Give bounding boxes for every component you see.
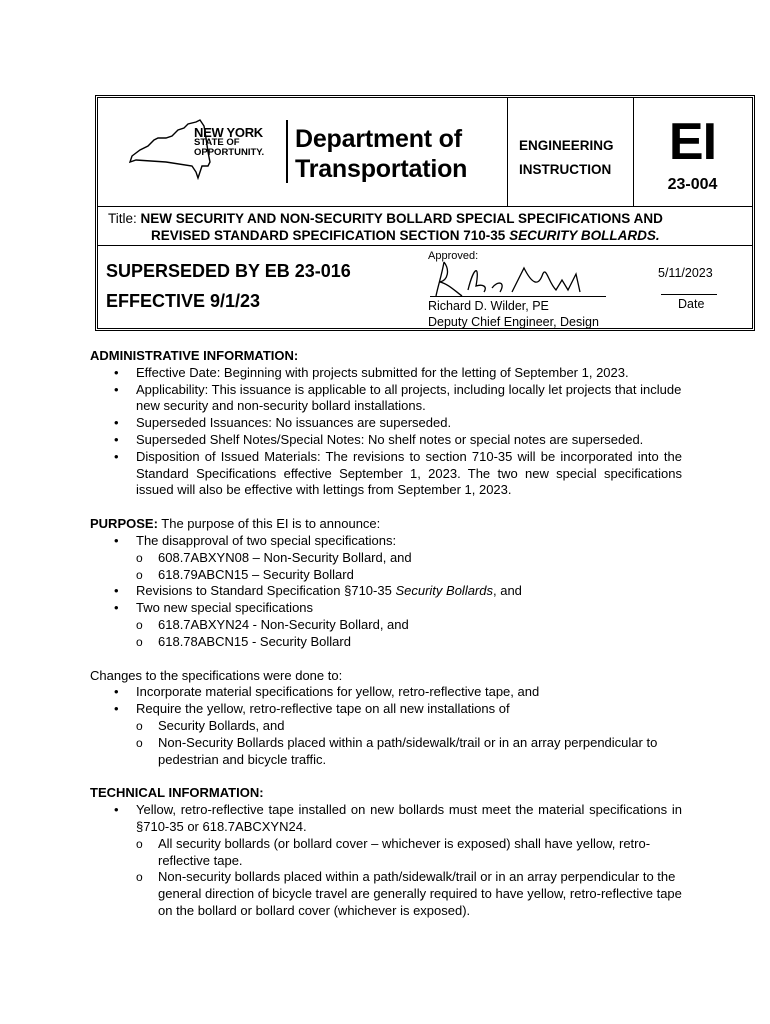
department-line-1: Department of	[295, 125, 462, 153]
date-line	[661, 294, 717, 295]
purpose-intro: The purpose of this EI is to announce:	[161, 516, 381, 532]
purpose-list	[90, 533, 682, 651]
title-line-1: NEW SECURITY AND NON-SECURITY BOLLARD SPECIAL SPECIFICATIONS AND	[140, 211, 663, 226]
signature-line	[430, 296, 606, 297]
document-body	[90, 348, 682, 920]
admin-heading: ADMINISTRATIVE INFORMATION:	[90, 348, 299, 363]
changes-intro: Changes to the specifications were done to:	[90, 667, 343, 683]
sub-list-item: o 618.79ABCN15 – Security Bollard	[90, 567, 682, 584]
superseded-notice	[106, 256, 351, 316]
sub-list-item: o Non-Security Bollards placed within a path/sidewalk/trail or in an array perpendicular to pedestrian and bicycle traffic.	[90, 735, 682, 769]
signer-title: Deputy Chief Engineer, Design	[428, 315, 599, 329]
superseded-line-2: EFFECTIVE 9/1/23	[106, 291, 261, 311]
sub-list-item: o Security Bollards, and	[90, 718, 682, 735]
purpose-item2-italic: Security Bollards	[395, 583, 493, 599]
logo-divider	[286, 120, 288, 183]
engineering-label: ENGINEERING	[519, 138, 614, 153]
date-label: Date	[678, 297, 705, 311]
purpose-intro-line	[90, 516, 682, 533]
department-line-2: Transportation	[295, 155, 468, 183]
purpose-heading: PURPOSE:	[90, 516, 158, 532]
purpose-item2-text: Revisions to Standard Specification §710-35	[136, 583, 392, 599]
instruction-label: INSTRUCTION	[519, 162, 612, 177]
signer-block	[428, 298, 599, 330]
list-item: • Disposition of Issued Materials: The revisions to section 710-35 will be incorporated into the Standard Specifications effective September 1, 2023. The two new special specifications issued will also be effective with lettings from September 1, 2023.	[90, 449, 682, 499]
admin-list	[90, 365, 682, 499]
sub-list-item: o Non-security bollards placed within a path/sidewalk/trail or in an array perpendicular to the general direction of bicycle travel are generally required to have yellow, retro-reflective tape on the bollard or bollard cover (whichever is exposed).	[90, 869, 682, 919]
changes-list	[90, 684, 682, 768]
list-item: • Applicability: This issuance is applicable to all projects, including locally let projects that include new security and non-security bollard installations.	[90, 382, 682, 416]
document-title	[108, 210, 663, 244]
sub-list-item: o 608.7ABXYN08 – Non-Security Bollard, and	[90, 550, 682, 567]
ei-number: 23-004	[667, 176, 718, 193]
nys-wordmark	[194, 125, 265, 158]
list-item: • Superseded Issuances: No issuances are superseded.	[90, 415, 682, 432]
technical-heading: TECHNICAL INFORMATION:	[90, 785, 264, 801]
logo-cell	[98, 98, 508, 206]
list-item	[90, 583, 682, 600]
technical-list	[90, 802, 682, 920]
approved-label: Approved:	[428, 250, 479, 262]
approval-date: 5/11/2023	[658, 266, 713, 280]
instruction-type-cell	[507, 98, 634, 206]
list-item: • Yellow, retro-reflective tape installed on new bollards must meet the material specifications in §710-35 or 618.7ABCXYN24.	[90, 802, 682, 836]
signer-name: Richard D. Wilder, PE	[428, 299, 549, 313]
document-header-box	[95, 95, 755, 331]
superseded-line-1: SUPERSEDED BY EB 23-016	[106, 261, 351, 281]
department-name	[295, 124, 467, 184]
sub-list-item: o 618.78ABCN15 - Security Bollard	[90, 634, 682, 651]
ei-number-cell	[633, 98, 752, 206]
title-row	[98, 206, 752, 246]
signature	[428, 256, 608, 298]
list-item: • The disapproval of two special specifications:	[90, 533, 682, 550]
nys-line-3: OPPORTUNITY.	[194, 147, 265, 158]
sub-list-item: o 618.7ABXYN24 - Non-Security Bollard, and	[90, 617, 682, 634]
list-item: • Incorporate material specifications for yellow, retro-reflective tape, and	[90, 684, 682, 701]
list-item: • Superseded Shelf Notes/Special Notes: No shelf notes or special notes are superseded.	[90, 432, 682, 449]
nys-line-2: STATE OF	[194, 137, 240, 148]
ei-code: EI	[668, 113, 717, 171]
list-item: • Two new special specifications	[90, 600, 682, 617]
nys-line-1: NEW YORK	[194, 125, 263, 140]
title-line-2: REVISED STANDARD SPECIFICATION SECTION 710-35	[151, 228, 506, 243]
list-item: • Require the yellow, retro-reflective tape on all new installations of	[90, 701, 682, 718]
title-label: Title:	[108, 211, 137, 226]
purpose-item2-suffix: , and	[493, 583, 522, 599]
title-line-2-italic: SECURITY BOLLARDS.	[509, 228, 660, 243]
sub-list-item: o All security bollards (or bollard cover – whichever is exposed) shall have yellow, retro-reflective tape.	[90, 836, 682, 870]
list-item: • Effective Date: Beginning with projects submitted for the letting of September 1, 2023.	[90, 365, 682, 382]
